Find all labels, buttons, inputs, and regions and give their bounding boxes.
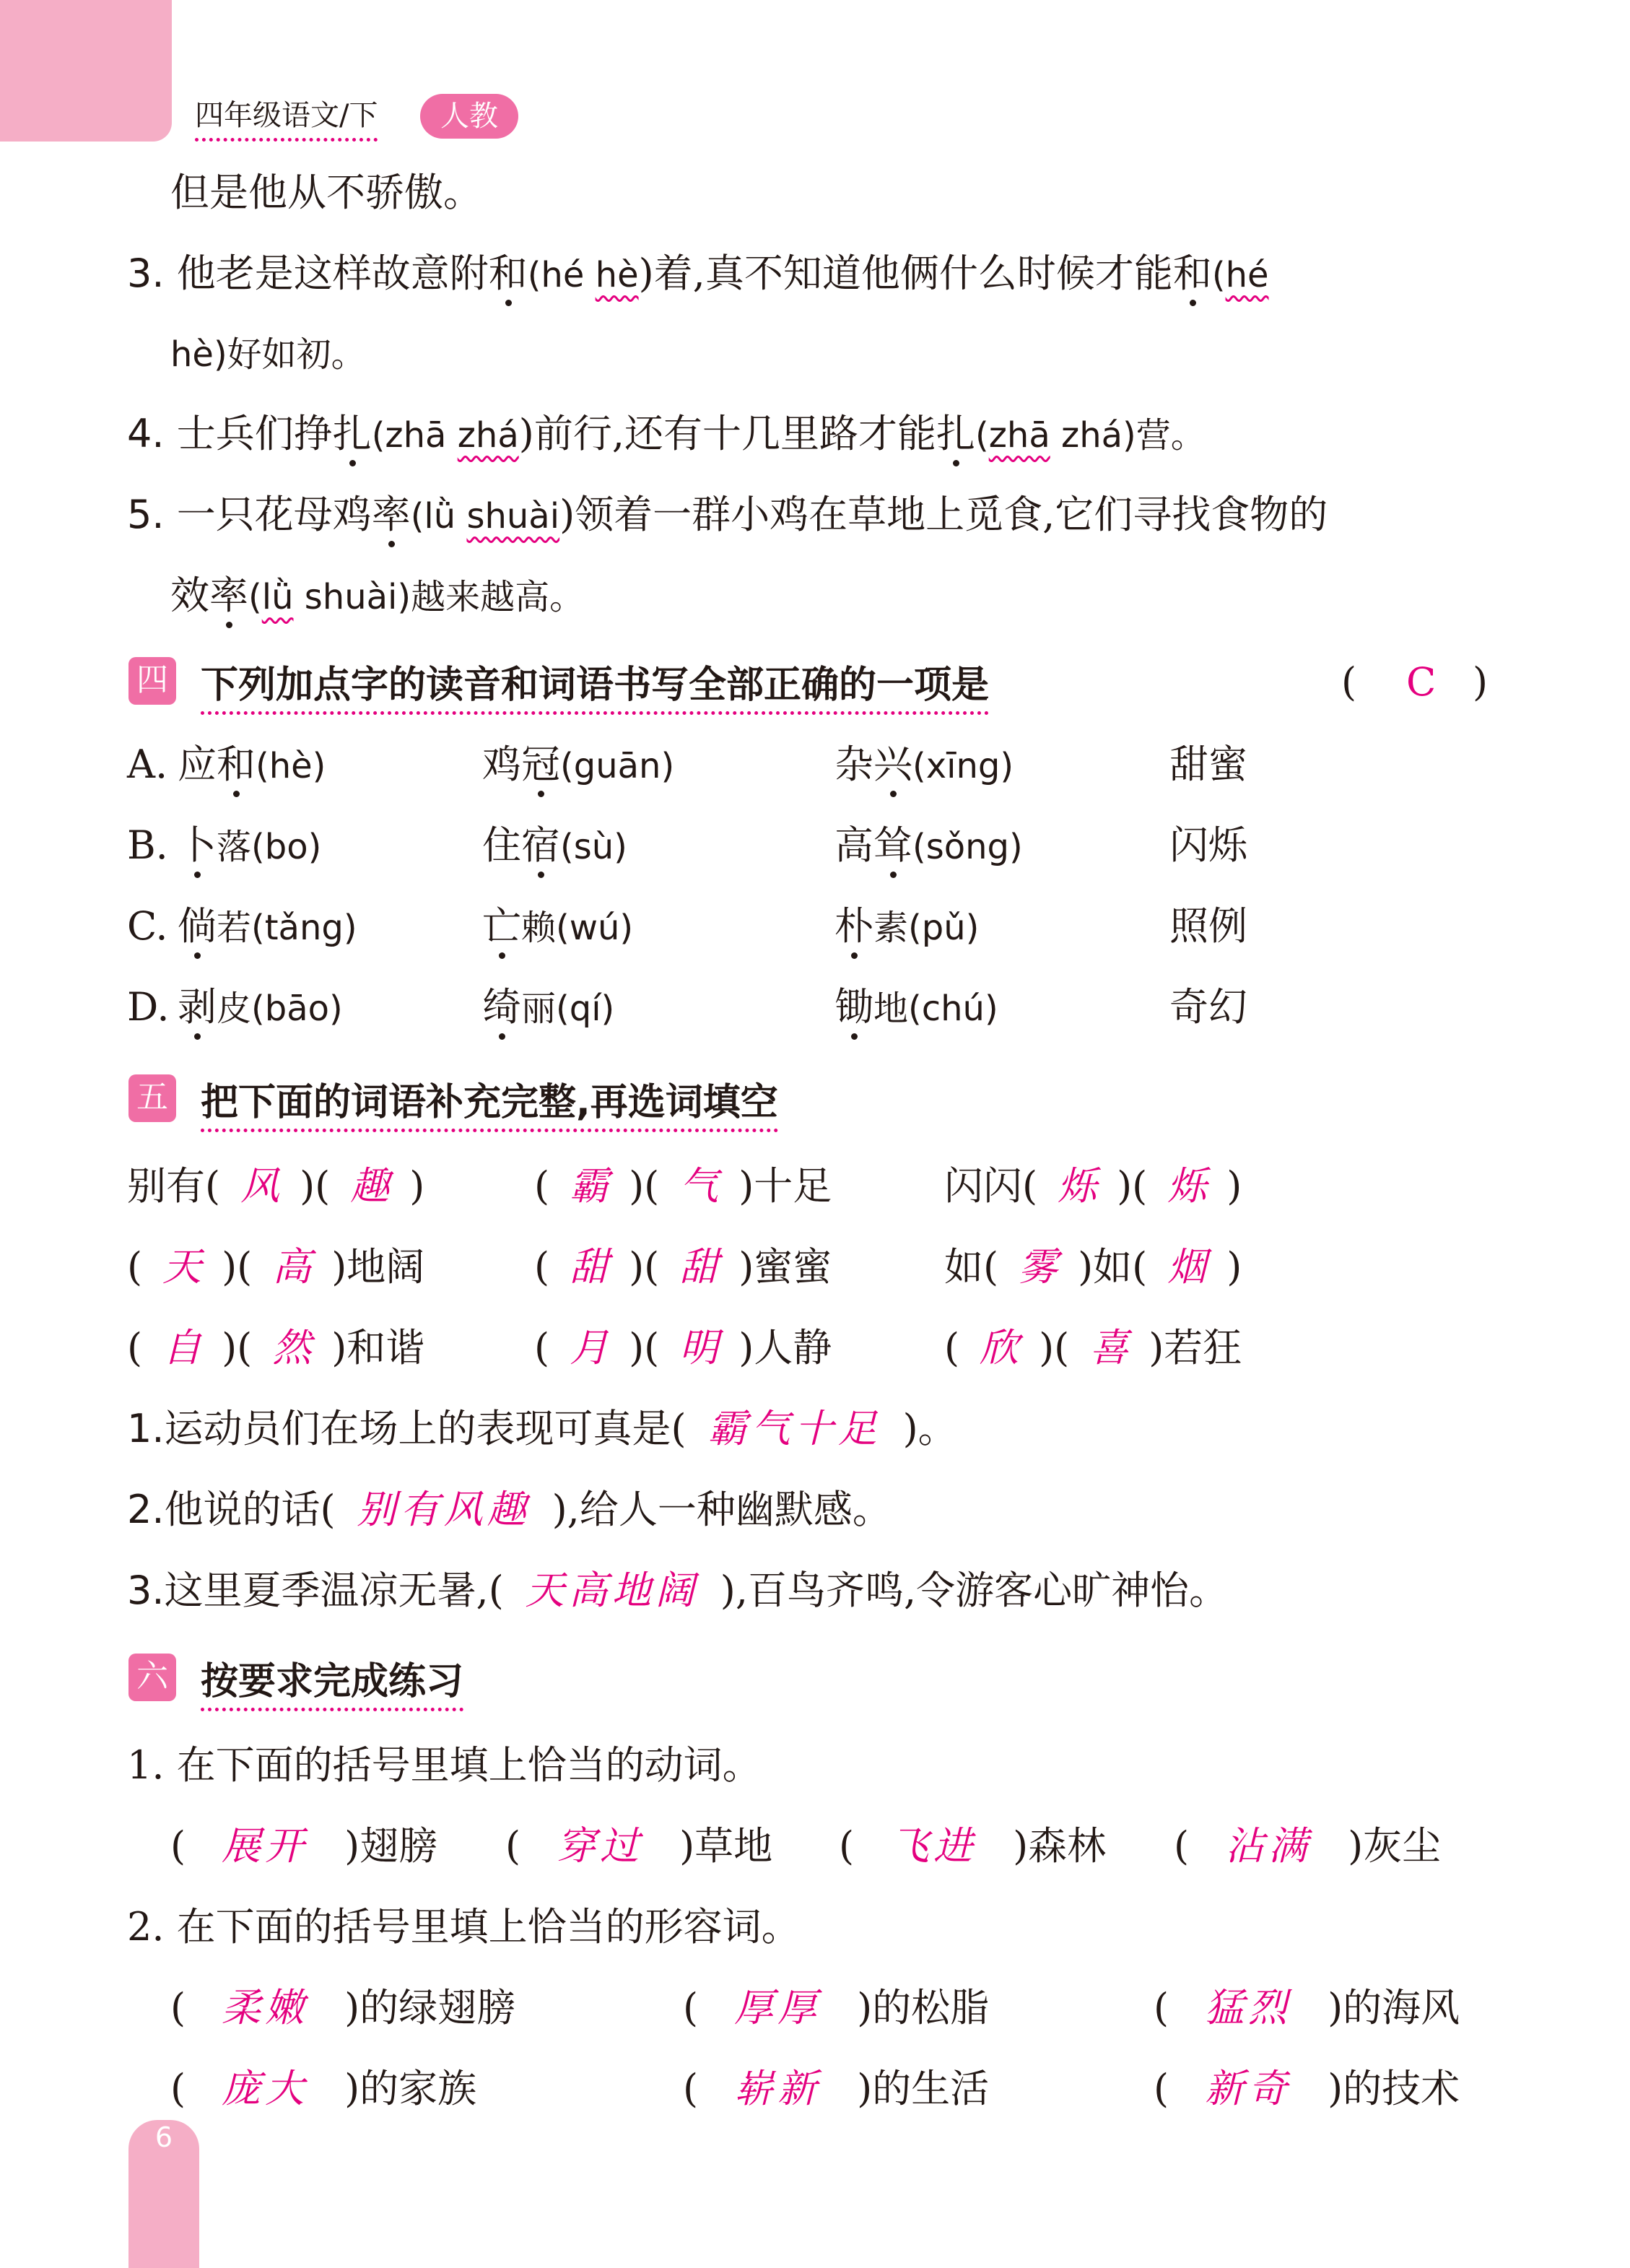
idiom-fill: ( 欣 )( 喜 )若狂 [944, 1325, 1242, 1370]
section-5-number: 五 [128, 1074, 176, 1122]
fill-question: 3.这里夏季温凉无暑,( 天高地阔 ),百鸟齐鸣,令游客心旷神怡。 [127, 1568, 1229, 1613]
idiom-fill: 如( 雾 )如( 烟 ) [944, 1244, 1242, 1290]
section-4-answer: C [1406, 659, 1437, 705]
option-word: 剥皮(bāo) [178, 982, 343, 1034]
option-word: 倘若(tǎng) [178, 901, 357, 953]
idiom-fill: ( 天 )( 高 )地阔 [127, 1244, 425, 1290]
corner-decoration [0, 0, 172, 142]
option-label: C. [127, 903, 168, 949]
question-5-cont: 效率(lǜ shuài)越来越高。 [170, 570, 584, 622]
option-word: 锄地(chú) [834, 982, 998, 1034]
adjective-fill: ( 崭新 )的生活 [683, 2066, 990, 2111]
line-tail: 但是他从不骄傲。 [170, 170, 482, 215]
fill-question: 1.运动员们在场上的表现可真是( 霸气十足 )。 [127, 1406, 957, 1451]
option-word-plain: 闪烁 [1169, 822, 1247, 868]
question-4: 4. 士兵们挣扎(zhā zhá)前行,还有十几里路才能扎(zhā zhá)营。 [127, 409, 1206, 461]
option-word: 绮丽(qí) [482, 982, 614, 1034]
section-4-answer-open: ( [1341, 659, 1357, 705]
question-3: 3. 他老是这样故意附和(hé hè)着,真不知道他俩什么时候才能和(hé [127, 248, 1269, 300]
verb-fill: ( 沾满 )灰尘 [1174, 1823, 1442, 1869]
option-word: 杂兴(xīng) [834, 739, 1014, 791]
section-6-title: 按要求完成练习 [201, 1651, 463, 1711]
option-word-plain: 奇幻 [1169, 984, 1247, 1030]
adjective-fill: ( 厚厚 )的松脂 [683, 1985, 990, 2030]
idiom-fill: 别有( 风 )( 趣 ) [127, 1163, 425, 1209]
option-label: B. [127, 822, 168, 868]
option-word-plain: 甜蜜 [1169, 742, 1247, 787]
idiom-fill: ( 月 )( 明 )人静 [534, 1325, 832, 1370]
option-word: 应和(hè) [178, 739, 326, 791]
option-word: 卜落(bo) [178, 820, 321, 872]
adjective-fill: ( 庞大 )的家族 [170, 2066, 477, 2111]
idiom-fill: 闪闪( 烁 )( 烁 ) [944, 1163, 1242, 1209]
option-word: 高耸(sǒng) [834, 820, 1023, 872]
header-title: 四年级语文/下 [195, 92, 378, 142]
section-6-number: 六 [128, 1654, 176, 1701]
question-5: 5. 一只花母鸡率(lǜ shuài)领着一群小鸡在草地上觅食,它们寻找食物的 [127, 490, 1328, 542]
section-6-question-1: 1. 在下面的括号里填上恰当的动词。 [127, 1742, 762, 1788]
verb-fill: ( 展开 )翅膀 [170, 1823, 438, 1869]
idiom-fill: ( 甜 )( 甜 )蜜蜜 [534, 1244, 832, 1290]
verb-fill: ( 飞进 )森林 [839, 1823, 1107, 1869]
option-label: A. [127, 742, 168, 787]
adjective-fill: ( 猛烈 )的海风 [1154, 1985, 1460, 2030]
section-6-question-2: 2. 在下面的括号里填上恰当的形容词。 [127, 1904, 801, 1950]
page-number: 6 [154, 2121, 173, 2153]
option-word-plain: 照例 [1169, 903, 1247, 949]
option-word: 鸡冠(guān) [482, 739, 674, 791]
option-word: 朴素(pǔ) [834, 901, 979, 953]
section-4-answer-close: ) [1473, 659, 1489, 705]
header-badge: 人教 [420, 94, 518, 139]
adjective-fill: ( 柔嫩 )的绿翅膀 [170, 1985, 516, 2030]
idiom-fill: ( 自 )( 然 )和谐 [127, 1325, 425, 1370]
option-label: D. [127, 984, 170, 1030]
adjective-fill: ( 新奇 )的技术 [1154, 2066, 1460, 2111]
option-word: 住宿(sù) [482, 820, 627, 872]
section-4-number: 四 [128, 657, 176, 705]
idiom-fill: ( 霸 )( 气 )十足 [534, 1163, 832, 1209]
section-5-title: 把下面的词语补充完整,再选词填空 [201, 1072, 778, 1132]
option-word: 亡赖(wú) [482, 901, 633, 953]
verb-fill: ( 穿过 )草地 [505, 1823, 773, 1869]
fill-question: 2.他说的话( 别有风趣 ),给人一种幽默感。 [127, 1487, 892, 1532]
section-4-title: 下列加点字的读音和词语书写全部正确的一项是 [201, 654, 989, 715]
question-3-cont: hè)好如初。 [170, 334, 366, 375]
